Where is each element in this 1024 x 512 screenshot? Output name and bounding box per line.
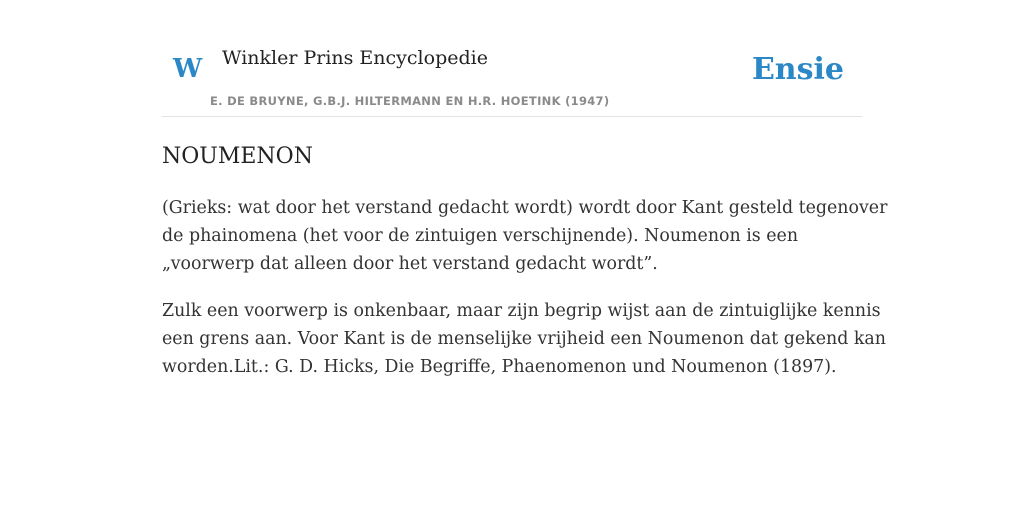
paragraph-line: worden.Lit.: G. D. Hicks, Die Begriffe, Phaenomenon und Noumenon (1897). <box>162 357 837 377</box>
encyclopedia-title-link[interactable]: Winkler Prins Encyclopedie <box>222 47 488 69</box>
paragraph-line: Zulk een voorwerp is onkenbaar, maar zijn begrip wijst aan de zintuiglijke kennis <box>162 301 881 321</box>
site-header <box>162 0 862 117</box>
paragraph-line: „voorwerp dat alleen door het verstand gedacht wordt”. <box>162 254 658 274</box>
page <box>162 0 888 381</box>
paragraph-line: de phainomena (het voor de zintuigen verschijnende). Noumenon is een <box>162 226 799 246</box>
paragraph-line: (Grieks: wat door het verstand gedacht wordt) wordt door Kant gesteld tegenover <box>162 198 888 218</box>
logo-w-icon[interactable]: W <box>173 54 203 84</box>
article-paragraph-2 <box>162 297 886 381</box>
authors-byline: E. DE BRUYNE, G.B.J. HILTERMANN EN H.R. HOETINK (1947) <box>210 94 610 108</box>
article <box>162 143 888 381</box>
paragraph-line: een grens aan. Voor Kant is de menselijke vrijheid een Noumenon dat gekend kan <box>162 329 886 349</box>
article-headword: NOUMENON <box>162 144 313 169</box>
article-paragraph-1 <box>162 194 888 278</box>
ensie-brand-logo[interactable]: Ensie <box>751 52 844 87</box>
